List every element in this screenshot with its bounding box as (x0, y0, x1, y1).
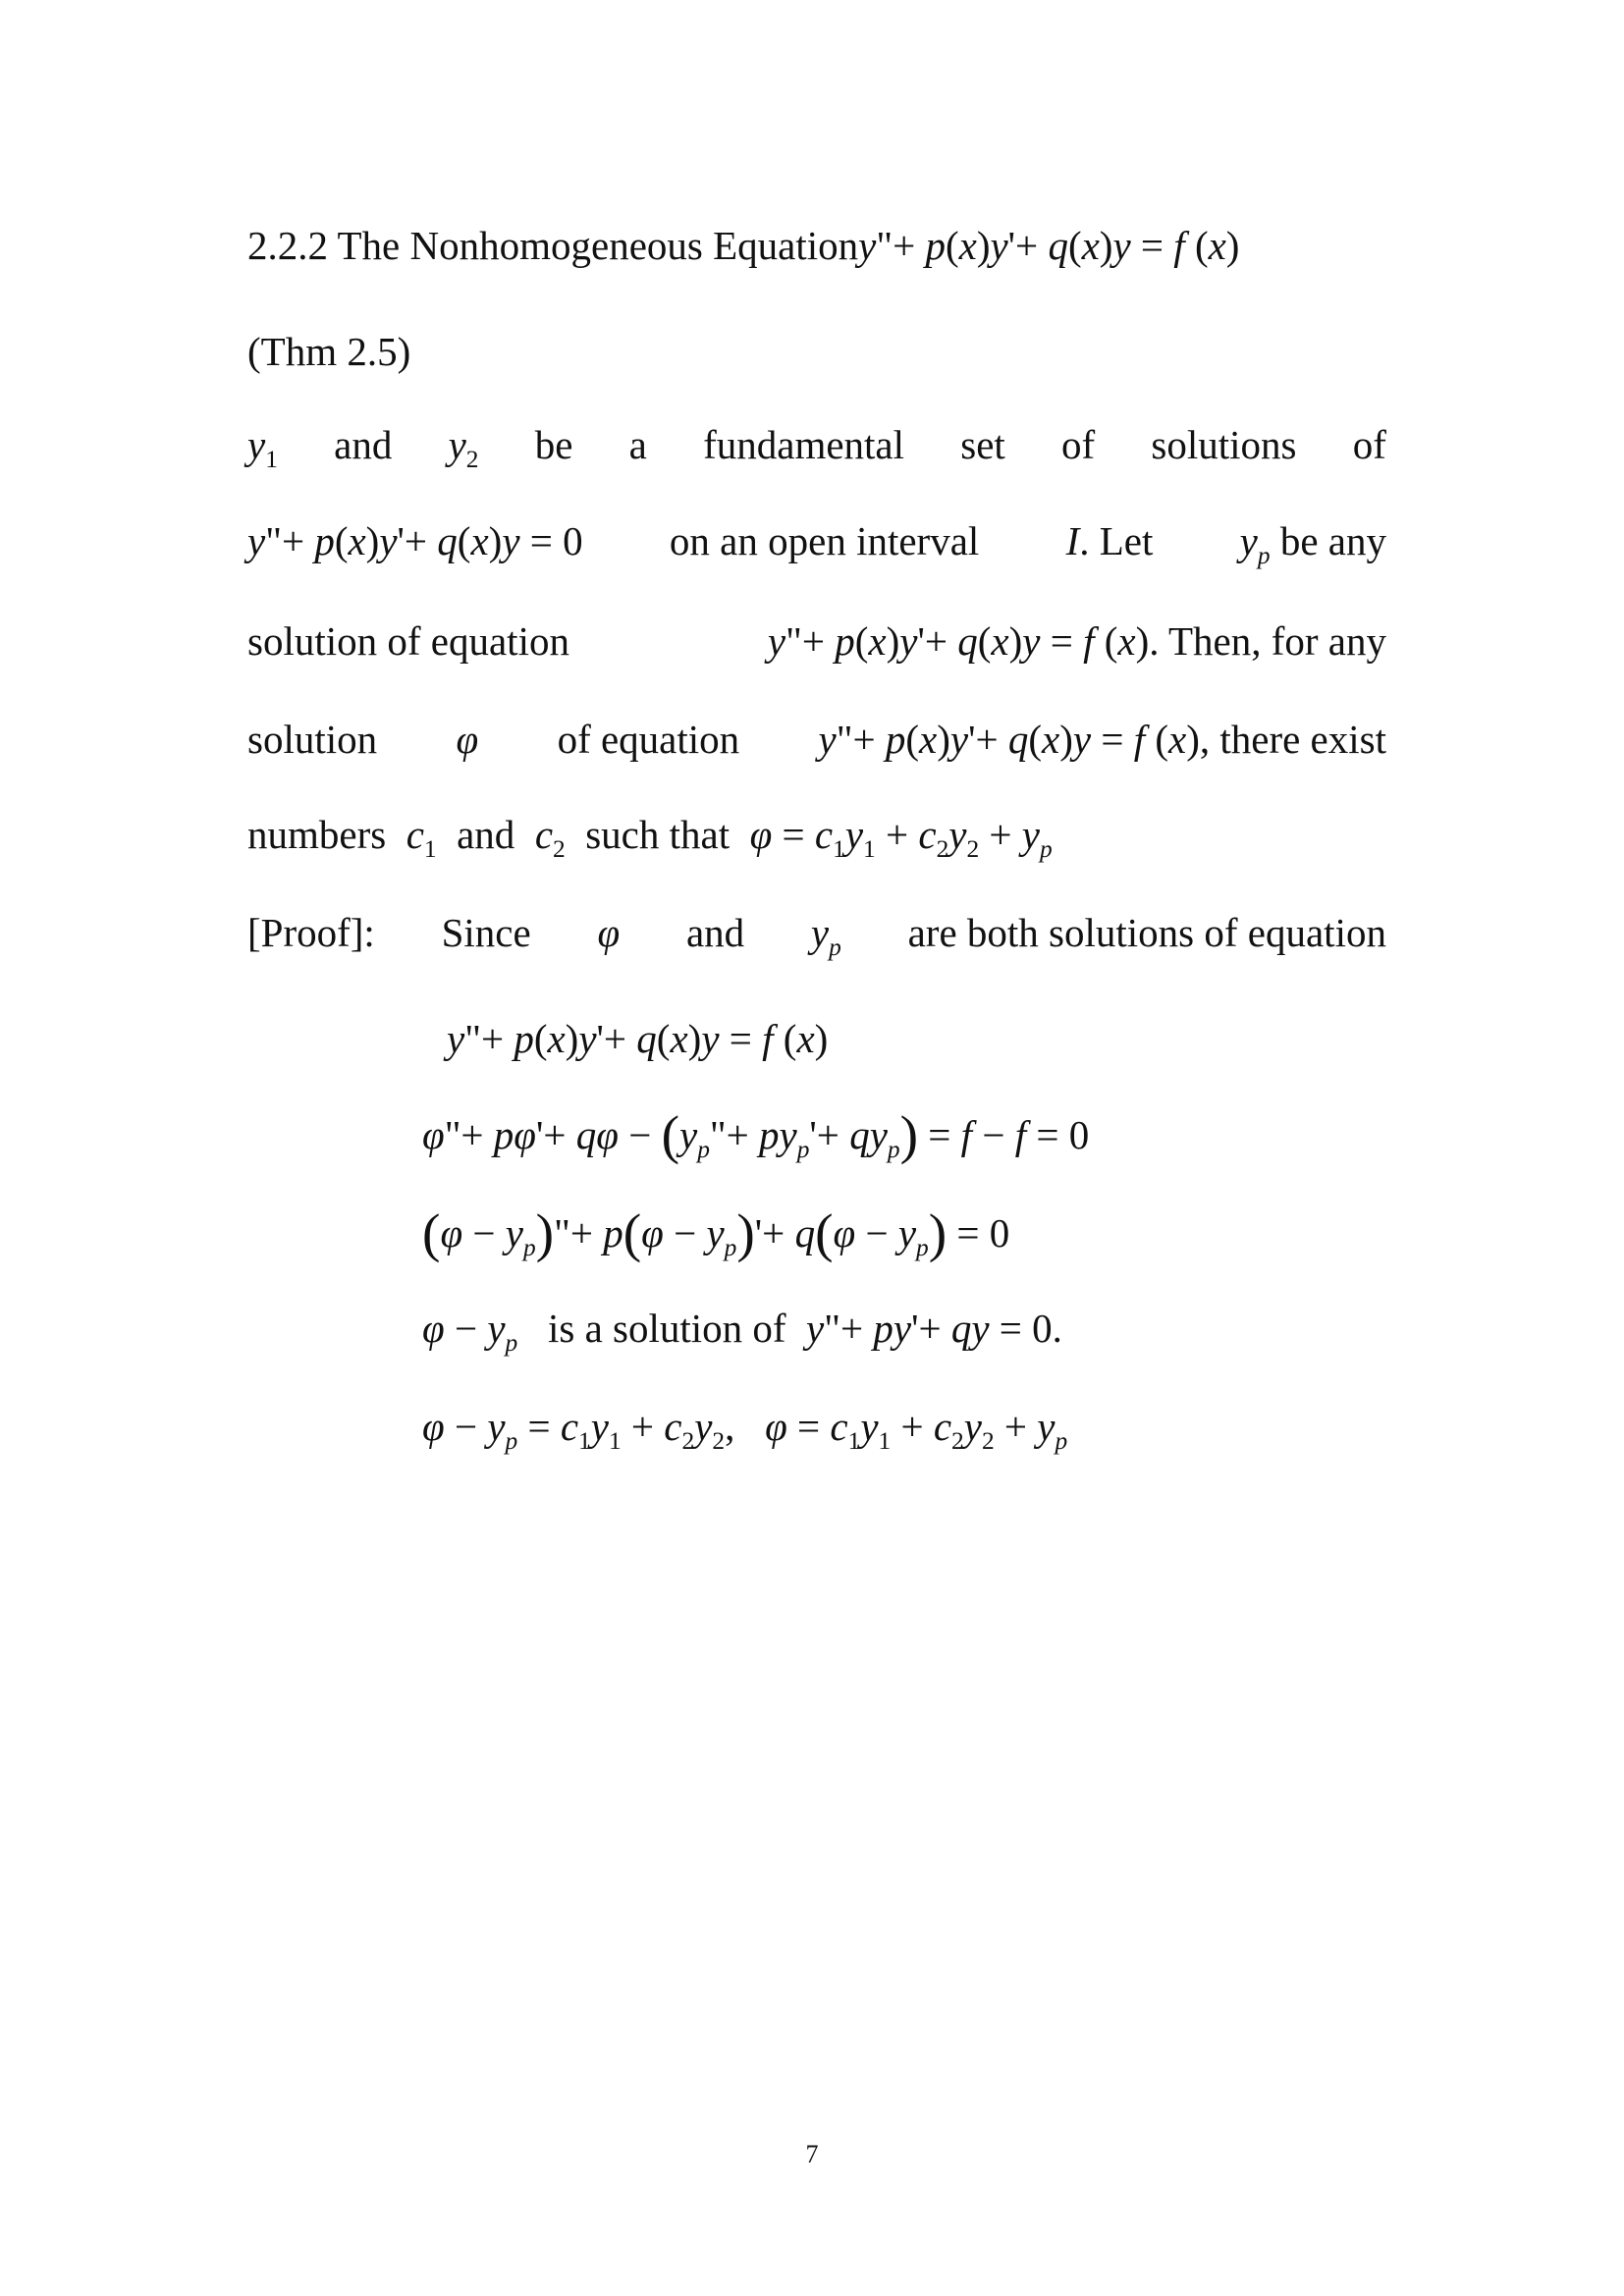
equation-5: $\varphi - y_p = c_1y_1 + c_2y_2$, $\varphi = c_1y_1 + c_2y_2 + y_p$ (422, 1404, 1068, 1455)
theorem-line-4 (247, 712, 1386, 767)
line2-tail-group: $y_p$ be any (1239, 518, 1386, 569)
line5-such: such that (585, 812, 731, 857)
is-solution-text: is a solution of (547, 1306, 786, 1351)
equation-2: φ"+ $p\varphi'+ q\varphi - (y_p"+ py_p'+ qy_p) = f - f = 0$ (422, 1104, 1090, 1165)
page-number: 7 (805, 2140, 819, 2168)
word: a (628, 422, 647, 467)
proof-line (247, 905, 1386, 960)
word: solutions (1151, 422, 1297, 467)
general-solution-formula: $\varphi = c_1y_1 + c_2y_2 + y_p$ (749, 812, 1053, 863)
equation-4: $\varphi - y_p$ is a solution of y"+ py'+ qy = 0. (422, 1306, 1062, 1357)
c2-symbol: $c_2$ (534, 812, 566, 863)
yp-symbol: $y_p$ (810, 910, 841, 961)
word: fundamental (703, 422, 905, 467)
y1-symbol: $y_1$ (247, 422, 278, 473)
theorem-line-5 (247, 807, 1386, 862)
word: set (960, 422, 1005, 467)
line4-pre: solution (247, 717, 378, 762)
theorem-line-3 (247, 614, 1386, 668)
proof-since: Since (441, 910, 531, 955)
line4-mid: of equation (557, 717, 740, 762)
theorem-line-2 (247, 513, 1386, 568)
line5-and: and (457, 812, 515, 857)
word: of (1352, 422, 1386, 467)
theorem-label: (Thm 2.5) (247, 329, 411, 374)
equation-3: $(\varphi - y_p)"+ p(\varphi - y_p)'+ q(\varphi - y_p) = 0$ (422, 1202, 1010, 1263)
proof-and: and (685, 910, 745, 955)
line3-eq-group: y"+ p(x)y'+ q(x)y = f (x). Then, for any (767, 618, 1386, 664)
phi-symbol: φ (597, 910, 621, 955)
line2-text: on an open interval (669, 518, 980, 563)
word: be (534, 422, 573, 467)
proof-tail: are both solutions of equation (907, 910, 1386, 955)
proof-label: [Proof]: (247, 910, 375, 955)
section-heading (247, 218, 1386, 273)
heading-equation: y"+ p(x)y'+ q(x)y = f (x) (858, 223, 1240, 268)
c1-symbol: $c_1$ (406, 812, 437, 863)
word: of (1061, 422, 1096, 467)
line3-pre: solution of equation (247, 618, 569, 664)
section-title: 2.2.2 The Nonhomogeneous Equation (247, 223, 859, 268)
line5-pre: numbers (247, 812, 387, 857)
word: and (334, 422, 393, 467)
y2-symbol: $y_2$ (448, 422, 479, 473)
line2-let-group: I. Let (1065, 518, 1154, 563)
equation-1: y"+ p(x)y'+ q(x)y = f (x) (447, 1016, 829, 1061)
homogeneous-equation: y"+ p(x)y'+ q(x)y = 0 (247, 518, 583, 563)
line4-eq-group: y"+ p(x)y'+ q(x)y = f (x), there exist (818, 717, 1386, 762)
theorem-line-1 (247, 417, 1386, 472)
phi-symbol: φ (456, 717, 479, 762)
